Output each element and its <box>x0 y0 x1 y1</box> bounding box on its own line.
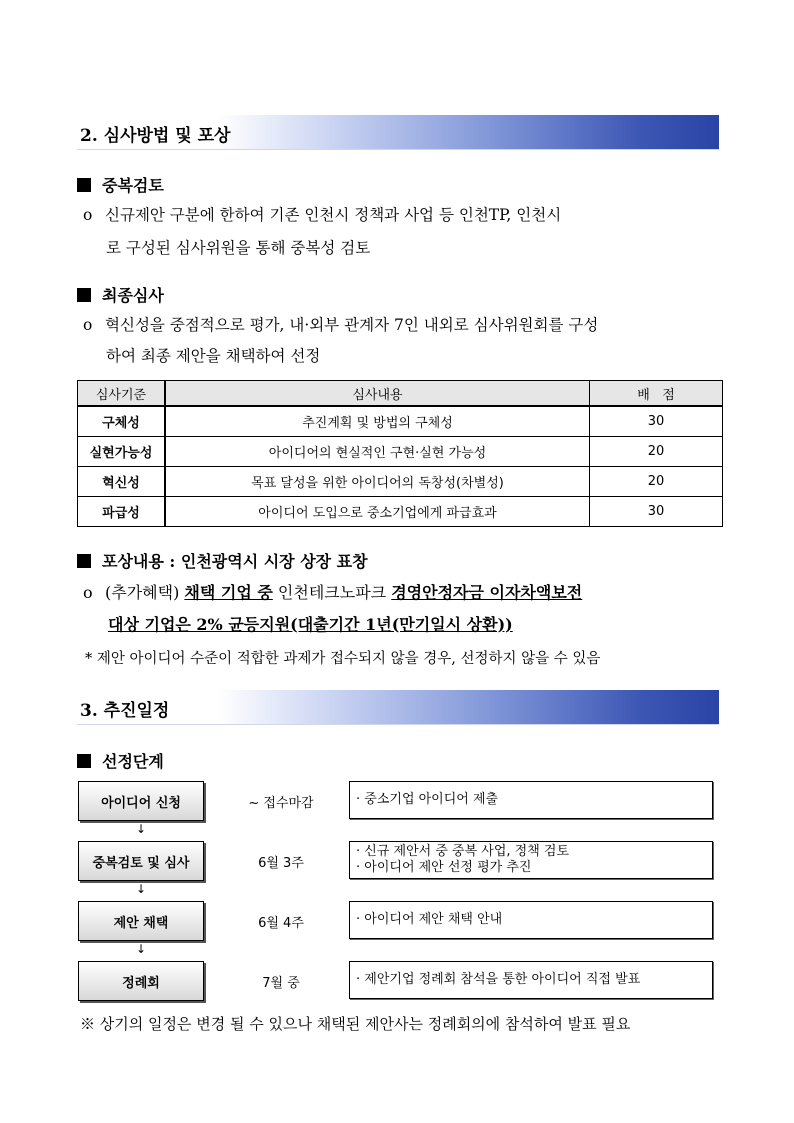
down-arrow-icon: ↓ <box>136 882 147 896</box>
header-criteria: 심사기준 <box>78 381 166 407</box>
reward-prefix: (추가혜택) <box>105 583 180 602</box>
step-4-period: 7월 중 <box>262 976 300 991</box>
header-content: 심사내용 <box>165 381 590 407</box>
step-2-description <box>349 841 713 879</box>
step-idea-application: 아이디어 신청 <box>78 781 204 821</box>
down-arrow-icon: ↓ <box>136 822 147 836</box>
step-regular-meeting: 정례회 <box>78 961 204 1001</box>
final-review-line1 <box>83 313 598 335</box>
reward-emphasis-1: 채택 기업 중 <box>184 583 273 602</box>
reward-emphasis-2: 경영안정자금 이자차액보전 <box>391 583 583 602</box>
criteria-cell: 파급성 <box>78 497 166 527</box>
step-2-desc-line: · 신규 제안서 중 중복 사업, 정책 검토 <box>356 844 570 859</box>
bullet-marker: o <box>83 583 93 602</box>
square-bullet-icon <box>77 554 91 568</box>
down-arrow-icon: ↓ <box>136 942 147 956</box>
criteria-cell: 혁신성 <box>78 467 166 497</box>
criteria-cell: 구체성 <box>78 406 166 437</box>
reward-note: * 제안 아이디어 수준이 적합한 과제가 접수되지 않을 경우, 선정하지 않을 수 있음 <box>85 651 601 667</box>
step-3-desc-line: · 아이디어 제안 채택 안내 <box>356 912 503 927</box>
header-score: 배 점 <box>590 381 723 407</box>
content-cell: 아이디어의 현실적인 구현·실현 가능성 <box>165 437 590 467</box>
step-duplicate-review: 중복검토 및 심사 <box>78 841 204 881</box>
step-proposal-adoption: 제안 채택 <box>78 901 204 941</box>
step-1-desc-line: · 중소기업 아이디어 제출 <box>356 792 499 807</box>
reward-heading <box>77 549 368 572</box>
section-3-title: 3. 추진일정 <box>80 701 170 721</box>
step-2-desc-line: · 아이디어 제안 선정 평가 추진 <box>356 860 532 875</box>
step-4-desc-line: · 제안기업 정례회 참석을 통한 아이디어 직접 발표 <box>356 972 641 987</box>
duplicate-review-line1 <box>83 203 561 225</box>
table-row <box>78 467 723 497</box>
table-row <box>78 437 723 467</box>
section-3-header <box>77 690 719 725</box>
duplicate-review-heading <box>77 173 164 196</box>
section-2-title: 2. 심사방법 및 포상 <box>80 126 231 146</box>
step-1-description <box>349 781 713 819</box>
table-row <box>78 406 723 437</box>
content-cell: 목표 달성을 위한 아이디어의 독창성(차별성) <box>165 467 590 497</box>
score-cell: 20 <box>590 437 723 467</box>
selection-stage-heading <box>77 749 164 772</box>
final-review-heading <box>77 283 164 306</box>
bullet-marker: o <box>83 316 93 334</box>
reward-line2: 대상 기업은 2% 균등지원(대출기간 1년(만기일시 상환)) <box>108 615 513 634</box>
score-cell: 20 <box>590 467 723 497</box>
reward-line1 <box>83 580 582 603</box>
step-1-period: ~ 접수마감 <box>248 796 314 811</box>
duplicate-review-title: 중복검토 <box>102 176 164 195</box>
section-2-header <box>77 115 719 150</box>
duplicate-review-line2: 로 구성된 심사위원을 통해 중복성 검토 <box>106 239 371 257</box>
step-4-description <box>349 961 713 999</box>
reward-mid-text: 인천테크노파크 <box>277 583 387 602</box>
criteria-cell: 실현가능성 <box>78 437 166 467</box>
criteria-table <box>77 380 723 527</box>
square-bullet-icon <box>77 288 91 302</box>
step-3-description <box>349 901 713 939</box>
content-cell: 아이디어 도입으로 중소기업에게 파급효과 <box>165 497 590 527</box>
selection-stage-title: 선정단계 <box>102 752 164 771</box>
final-review-title: 최종심사 <box>102 286 164 305</box>
table-header-row <box>78 381 723 407</box>
content-cell: 추진계획 및 방법의 구체성 <box>165 406 590 437</box>
square-bullet-icon <box>77 178 91 192</box>
score-cell: 30 <box>590 406 723 437</box>
duplicate-text-1: 신규제안 구분에 한하여 기존 인천시 정책과 사업 등 인천TP, 인천시 <box>105 206 562 224</box>
table-row <box>78 497 723 527</box>
schedule-footnote: ※ 상기의 일정은 변경 될 수 있으나 채택된 제안사는 정례회의에 참석하여 발표 필요 <box>80 1015 631 1033</box>
final-review-line2: 하여 최종 제안을 채택하여 선정 <box>106 347 321 365</box>
square-bullet-icon <box>77 754 91 768</box>
bullet-marker: o <box>83 206 93 224</box>
step-3-period: 6월 4주 <box>258 916 304 931</box>
score-cell: 30 <box>590 497 723 527</box>
final-text-1: 혁신성을 중점적으로 평가, 내·외부 관계자 7인 내외로 심사위원회를 구성 <box>105 316 599 334</box>
step-2-period: 6월 3주 <box>258 856 304 871</box>
reward-title: 포상내용 : 인천광역시 시장 상장 표창 <box>102 552 368 571</box>
